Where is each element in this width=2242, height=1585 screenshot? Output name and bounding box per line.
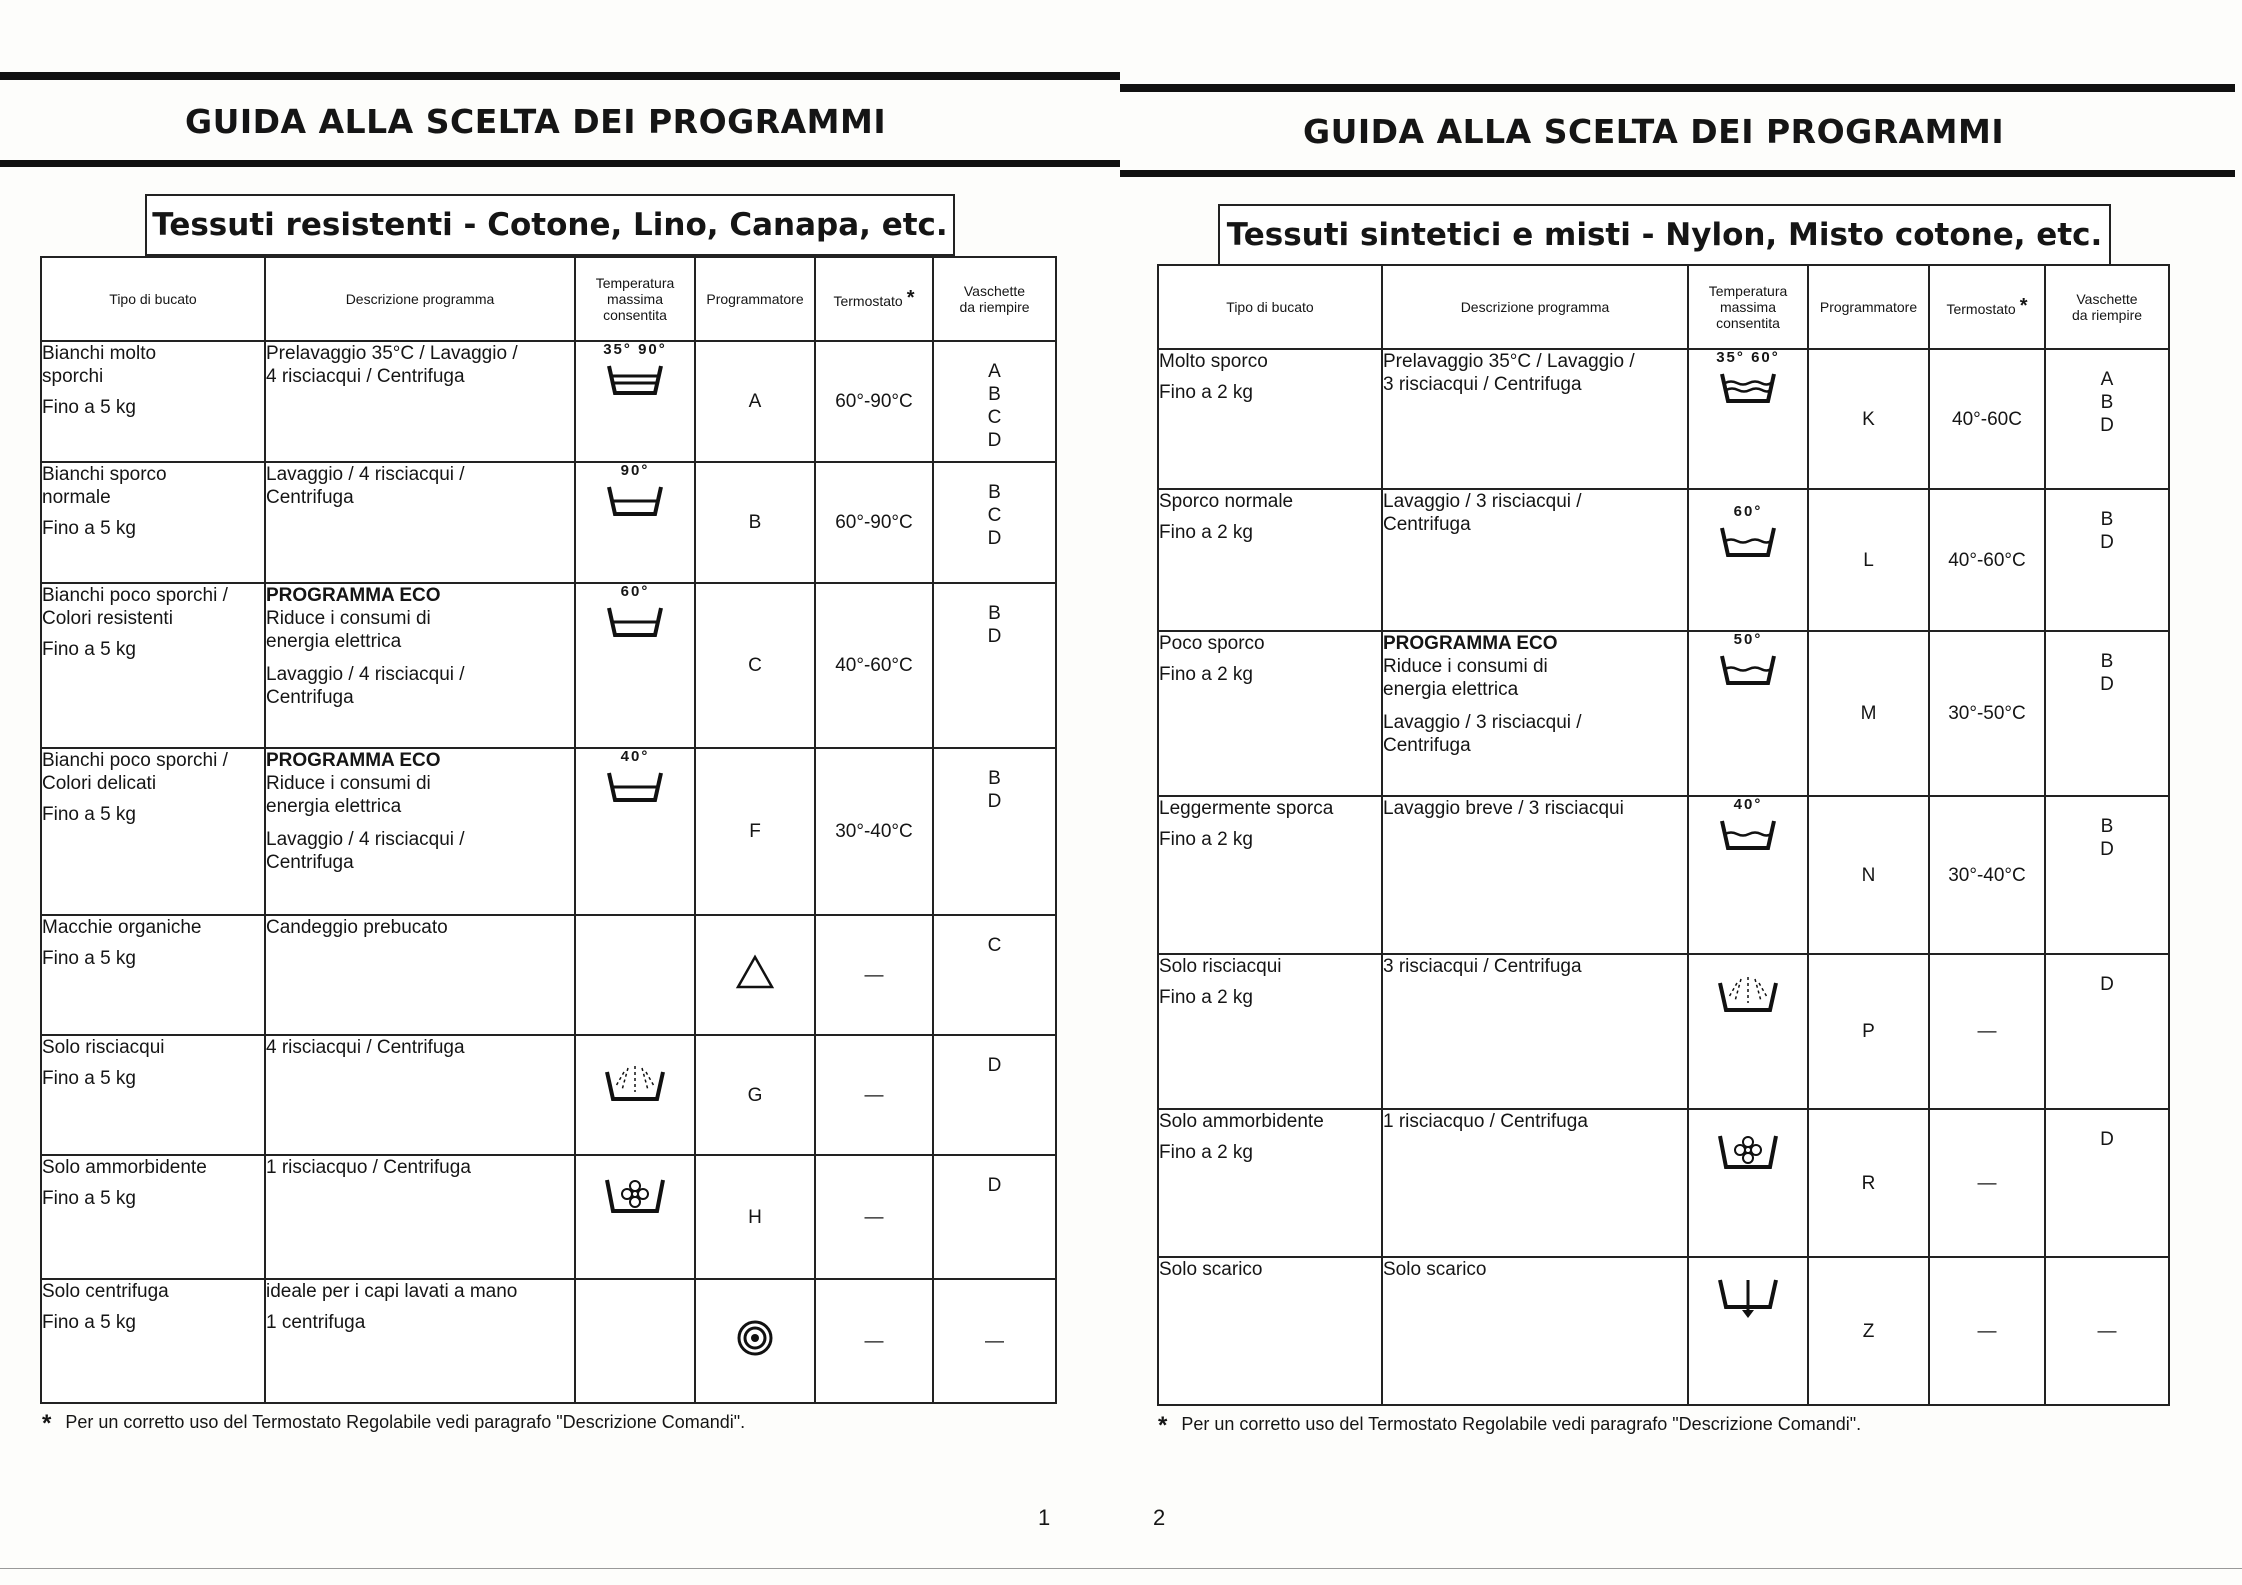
table-row [41, 462, 1056, 583]
cell-text: Candeggio prebucato [266, 917, 448, 938]
footnote-left [42, 1410, 745, 1438]
table-cell: 40°-60°C [815, 583, 933, 748]
table-row [1158, 1109, 2169, 1257]
cell-text: D [987, 1175, 1002, 1196]
text-fragment: da riempire [959, 299, 1030, 315]
col-header-programmatore: Programmatore [695, 257, 815, 341]
col-header-temperatura [575, 257, 695, 341]
table-cell: — [1929, 954, 2045, 1109]
drain-tub-icon [1717, 1276, 1779, 1320]
tub-icon [606, 483, 664, 517]
page-number-right: 2 [1153, 1505, 1166, 1530]
cell-text: D [987, 1055, 1002, 1076]
table-cell [2045, 349, 2169, 489]
cell-text: Fino a 5 kg [42, 1068, 136, 1089]
table-cell [1158, 1257, 1382, 1405]
cell-text: Solo ammorbidente [1159, 1111, 1324, 1132]
cell-text: D [2100, 674, 2114, 695]
footnote-right [1158, 1412, 1861, 1440]
under-heading-rule-left [0, 160, 1120, 167]
table-cell [1688, 631, 1808, 796]
cell-text: B [988, 768, 1001, 789]
table-cell: N [1808, 796, 1929, 954]
col-header-programmatore: Programmatore [1808, 265, 1929, 349]
cell-text: 60° [1733, 503, 1763, 520]
cell-text: A [2100, 369, 2114, 390]
table-cell [2045, 631, 2169, 796]
table-cell [2045, 796, 2169, 954]
table-cell [575, 1279, 695, 1403]
table-cell: — [815, 1155, 933, 1279]
cell-text: B [2100, 651, 2114, 672]
table-cell [265, 462, 575, 583]
table-cell: 60°-90°C [815, 462, 933, 583]
table-cell [265, 1035, 575, 1155]
text-fragment: * [2019, 294, 2028, 317]
softener-tub-icon [604, 1174, 666, 1214]
table-cell: 40°-60C [1929, 349, 2045, 489]
table-cell [265, 1155, 575, 1279]
cell-text: Lavaggio / 3 risciacqui / [1383, 491, 1582, 512]
cell-text: Leggermente sporca [1159, 798, 1334, 819]
table-cell [1688, 1257, 1808, 1405]
table-cell: 30°-50°C [1929, 631, 2045, 796]
page-heading-left: GUIDA ALLA SCELTA DEI PROGRAMMI [185, 102, 887, 141]
cell-text: 40° [620, 748, 650, 765]
bleach-triangle-icon [735, 954, 775, 990]
cell-text: Fino a 2 kg [1159, 382, 1253, 403]
table-cell [41, 462, 265, 583]
cell-text: Centrifuga [266, 852, 354, 873]
tub-wave-icon [1719, 652, 1777, 686]
section-title-right: Tessuti sintetici e misti - Nylon, Misto cotone, etc. [1218, 204, 2111, 266]
cell-text: B [2100, 509, 2114, 530]
table-cell: Z [1808, 1257, 1929, 1405]
cell-text: Fino a 5 kg [42, 1312, 136, 1333]
top-rule-right [1120, 84, 2235, 92]
table-row [41, 915, 1056, 1035]
table-cell: K [1808, 349, 1929, 489]
cell-text: Fino a 2 kg [1159, 829, 1253, 850]
page-number-left: 1 [1038, 1505, 1051, 1530]
table-cell [575, 1035, 695, 1155]
cell-text: PROGRAMMA ECO [266, 750, 441, 771]
table-cell [1382, 631, 1688, 796]
top-rule-left [0, 72, 1120, 80]
cell-text: 3 risciacqui / Centrifuga [1383, 956, 1582, 977]
cell-text: Lavaggio / 4 risciacqui / [266, 464, 465, 485]
cell-text: 35° 60° [1716, 349, 1780, 366]
under-heading-rule-right [1120, 170, 2235, 177]
table-cell [265, 1279, 575, 1403]
cell-text: Riduce i consumi di [1383, 656, 1548, 677]
cell-text: B [988, 384, 1001, 405]
cell-text: Solo ammorbidente [42, 1157, 207, 1178]
tub-wave-icon [1719, 524, 1777, 558]
table-row [41, 1155, 1056, 1279]
cell-text: 3 risciacqui / Centrifuga [1383, 374, 1582, 395]
program-table-left [40, 256, 1057, 1404]
table-cell [695, 915, 815, 1035]
cell-text: Centrifuga [266, 687, 354, 708]
table-cell [575, 462, 695, 583]
page-heading-right: GUIDA ALLA SCELTA DEI PROGRAMMI [1303, 112, 2005, 151]
table-cell [1382, 1257, 1688, 1405]
cell-text: Solo scarico [1159, 1259, 1263, 1280]
cell-text: normale [42, 487, 111, 508]
table-cell [1688, 349, 1808, 489]
table-cell [1382, 489, 1688, 631]
cell-text: PROGRAMMA ECO [266, 585, 441, 606]
text-fragment: massima [1719, 299, 1776, 315]
cell-text: Fino a 5 kg [42, 948, 136, 969]
table-cell: B [695, 462, 815, 583]
col-header-termostato [815, 257, 933, 341]
table-cell [1158, 796, 1382, 954]
table-cell: C [695, 583, 815, 748]
cell-text: Centrifuga [266, 487, 354, 508]
col-header-vaschette [2045, 265, 2169, 349]
table-cell [695, 1279, 815, 1403]
tub-double-wave-icon [1719, 370, 1777, 404]
table-cell [1158, 349, 1382, 489]
cell-text: 35° 90° [603, 341, 667, 358]
cell-text: A [988, 361, 1001, 382]
col-header-termostato [1929, 265, 2045, 349]
table-cell [1688, 796, 1808, 954]
text-fragment: Vaschette [963, 283, 1026, 299]
cell-text: energia elettrica [266, 796, 402, 817]
table-cell: — [1929, 1257, 2045, 1405]
cell-text: Riduce i consumi di [266, 608, 431, 629]
cell-text: B [2100, 816, 2114, 837]
table-cell [1688, 489, 1808, 631]
cell-text: D [2100, 839, 2114, 860]
cell-text: D [2100, 532, 2114, 553]
table-row [41, 1279, 1056, 1403]
table-cell [265, 583, 575, 748]
cell-text: Fino a 5 kg [42, 1188, 136, 1209]
bottom-edge-rule [0, 1568, 2242, 1569]
table-cell: R [1808, 1109, 1929, 1257]
col-header-tipo: Tipo di bucato [41, 257, 265, 341]
table-row [1158, 954, 2169, 1109]
cell-text: Solo centrifuga [42, 1281, 169, 1302]
table-cell: — [815, 915, 933, 1035]
cell-text: 50° [1733, 631, 1763, 648]
text-fragment: Termostato [1946, 300, 2016, 317]
table-cell [1382, 1109, 1688, 1257]
table-cell: L [1808, 489, 1929, 631]
table-cell [1688, 954, 1808, 1109]
cell-text: Bianchi poco sporchi / [42, 585, 228, 606]
text-fragment: Per un corretto uso del Termostato Regolabile vedi paragrafo "Descrizione Comandi". [65, 1412, 746, 1432]
table-cell [1382, 796, 1688, 954]
cell-text: Macchie organiche [42, 917, 202, 938]
cell-text: C [987, 505, 1002, 526]
table-cell: F [695, 748, 815, 915]
table-cell [41, 748, 265, 915]
cell-text: sporchi [42, 366, 104, 387]
col-header-descrizione: Descrizione programma [1382, 265, 1688, 349]
cell-text: C [987, 935, 1002, 956]
cell-text: energia elettrica [266, 631, 402, 652]
table-row [1158, 1257, 2169, 1405]
cell-text: Fino a 5 kg [42, 804, 136, 825]
table-cell [933, 915, 1056, 1035]
table-cell [41, 1155, 265, 1279]
table-cell [575, 341, 695, 462]
tub-double-icon [606, 362, 664, 396]
cell-text: B [988, 603, 1001, 624]
cell-text: D [987, 528, 1002, 549]
text-fragment: * [906, 286, 915, 309]
cell-text: Solo scarico [1383, 1259, 1487, 1280]
cell-text: Fino a 2 kg [1159, 664, 1253, 685]
cell-text: Lavaggio / 3 risciacqui / [1383, 712, 1582, 733]
table-cell [265, 341, 575, 462]
cell-text: C [987, 407, 1002, 428]
text-fragment: da riempire [2071, 307, 2143, 323]
table-cell [2045, 489, 2169, 631]
text-fragment: consentita [603, 307, 667, 323]
cell-text: Prelavaggio 35°C / Lavaggio / [266, 343, 518, 364]
rinse-tub-icon [604, 1062, 666, 1102]
table-cell [575, 583, 695, 748]
cell-text: D [2100, 974, 2114, 995]
program-table-right [1157, 264, 2170, 1406]
cell-text: D [2100, 415, 2114, 436]
cell-text: B [988, 482, 1001, 503]
text-fragment: Vaschette [2076, 291, 2138, 307]
table-cell [1382, 954, 1688, 1109]
cell-text: D [2100, 1129, 2114, 1150]
table-cell [41, 1035, 265, 1155]
table-header-row [41, 257, 1056, 341]
table-cell [2045, 1109, 2169, 1257]
cell-text: Lavaggio breve / 3 risciacqui [1383, 798, 1624, 819]
cell-text: D [987, 791, 1002, 812]
cell-text: 1 risciacquo / Centrifuga [1383, 1111, 1588, 1132]
table-cell [575, 915, 695, 1035]
table-row [1158, 349, 2169, 489]
table-cell [41, 915, 265, 1035]
cell-text: Lavaggio / 4 risciacqui / [266, 829, 465, 850]
cell-text: Fino a 5 kg [42, 397, 136, 418]
softener-tub-icon [1717, 1130, 1779, 1170]
text-fragment: * [1158, 1412, 1168, 1439]
table-cell: M [1808, 631, 1929, 796]
table-cell: P [1808, 954, 1929, 1109]
cell-text: Solo risciacqui [42, 1037, 165, 1058]
table-cell [933, 341, 1056, 462]
table-cell: — [2045, 1257, 2169, 1405]
cell-text: Sporco normale [1159, 491, 1294, 512]
cell-text: Poco sporco [1159, 633, 1265, 654]
text-fragment: Temperatura [1708, 283, 1788, 299]
table-cell [1688, 1109, 1808, 1257]
cell-text: D [987, 430, 1002, 451]
table-row [1158, 796, 2169, 954]
cell-text: 1 risciacquo / Centrifuga [266, 1157, 471, 1178]
cell-text: Bianchi poco sporchi / [42, 750, 228, 771]
table-cell: 60°-90°C [815, 341, 933, 462]
text-fragment: * [42, 1410, 52, 1437]
table-cell [1158, 631, 1382, 796]
cell-text: 4 risciacqui / Centrifuga [266, 1037, 465, 1058]
cell-text: Colori delicati [42, 773, 157, 794]
table-cell [1382, 349, 1688, 489]
table-row [41, 341, 1056, 462]
col-header-tipo: Tipo di bucato [1158, 265, 1382, 349]
table-cell [933, 462, 1056, 583]
cell-text: Bianchi molto [42, 343, 157, 364]
text-fragment: consentita [1716, 315, 1780, 331]
tub-icon [606, 604, 664, 638]
text-fragment: Temperatura [595, 275, 675, 291]
col-header-vaschette [933, 257, 1056, 341]
text-fragment: massima [606, 291, 663, 307]
cell-text: ideale per i capi lavati a mano [266, 1281, 518, 1302]
table-cell: — [1929, 1109, 2045, 1257]
table-cell [41, 583, 265, 748]
table-cell: H [695, 1155, 815, 1279]
cell-text: Fino a 2 kg [1159, 522, 1253, 543]
table-row [1158, 489, 2169, 631]
cell-text: 4 risciacqui / Centrifuga [266, 366, 465, 387]
cell-text: Centrifuga [1383, 514, 1471, 535]
cell-text: 90° [620, 462, 650, 479]
tub-icon [606, 769, 664, 803]
table-cell: 40°-60°C [1929, 489, 2045, 631]
cell-text: Lavaggio / 4 risciacqui / [266, 664, 465, 685]
table-row [41, 748, 1056, 915]
table-cell [41, 1279, 265, 1403]
rinse-tub-icon [1717, 973, 1779, 1013]
cell-text: Bianchi sporco [42, 464, 167, 485]
table-cell [933, 1155, 1056, 1279]
table-cell [265, 915, 575, 1035]
cell-text: B [2100, 392, 2114, 413]
col-header-temperatura [1688, 265, 1808, 349]
spin-spiral-icon [736, 1319, 774, 1357]
cell-text: PROGRAMMA ECO [1383, 633, 1558, 654]
table-row [1158, 631, 2169, 796]
table-cell [575, 748, 695, 915]
table-cell: G [695, 1035, 815, 1155]
text-fragment: Per un corretto uso del Termostato Regolabile vedi paragrafo "Descrizione Comandi". [1181, 1414, 1862, 1434]
table-cell: 30°-40°C [815, 748, 933, 915]
cell-text: Fino a 5 kg [42, 639, 136, 660]
table-header-row [1158, 265, 2169, 349]
table-cell [1158, 1109, 1382, 1257]
table-cell: — [815, 1035, 933, 1155]
cell-text: Fino a 2 kg [1159, 987, 1253, 1008]
cell-text: Molto sporco [1159, 351, 1268, 372]
tub-wave-icon [1719, 817, 1777, 851]
cell-text: Riduce i consumi di [266, 773, 431, 794]
section-title-left: Tessuti resistenti - Cotone, Lino, Canapa, etc. [145, 194, 955, 256]
cell-text: Fino a 5 kg [42, 518, 136, 539]
cell-text: 1 centrifuga [266, 1312, 366, 1333]
table-cell: 30°-40°C [1929, 796, 2045, 954]
table-cell [2045, 954, 2169, 1109]
table-cell [1158, 489, 1382, 631]
table-cell [933, 748, 1056, 915]
cell-text: Fino a 2 kg [1159, 1142, 1253, 1163]
cell-text: Colori resistenti [42, 608, 173, 629]
table-row [41, 583, 1056, 748]
cell-text: 60° [620, 583, 650, 600]
cell-text: D [987, 626, 1002, 647]
text-fragment: Termostato [833, 292, 903, 309]
cell-text: Solo risciacqui [1159, 956, 1282, 977]
table-cell [933, 583, 1056, 748]
cell-text: 40° [1733, 796, 1763, 813]
table-cell [1158, 954, 1382, 1109]
table-cell: A [695, 341, 815, 462]
table-cell: — [815, 1279, 933, 1403]
table-cell [265, 748, 575, 915]
col-header-descrizione: Descrizione programma [265, 257, 575, 341]
table-cell [933, 1035, 1056, 1155]
table-cell [41, 341, 265, 462]
cell-text: energia elettrica [1383, 679, 1519, 700]
table-row [41, 1035, 1056, 1155]
cell-text: Centrifuga [1383, 735, 1471, 756]
table-cell: — [933, 1279, 1056, 1403]
table-cell [575, 1155, 695, 1279]
cell-text: Prelavaggio 35°C / Lavaggio / [1383, 351, 1635, 372]
